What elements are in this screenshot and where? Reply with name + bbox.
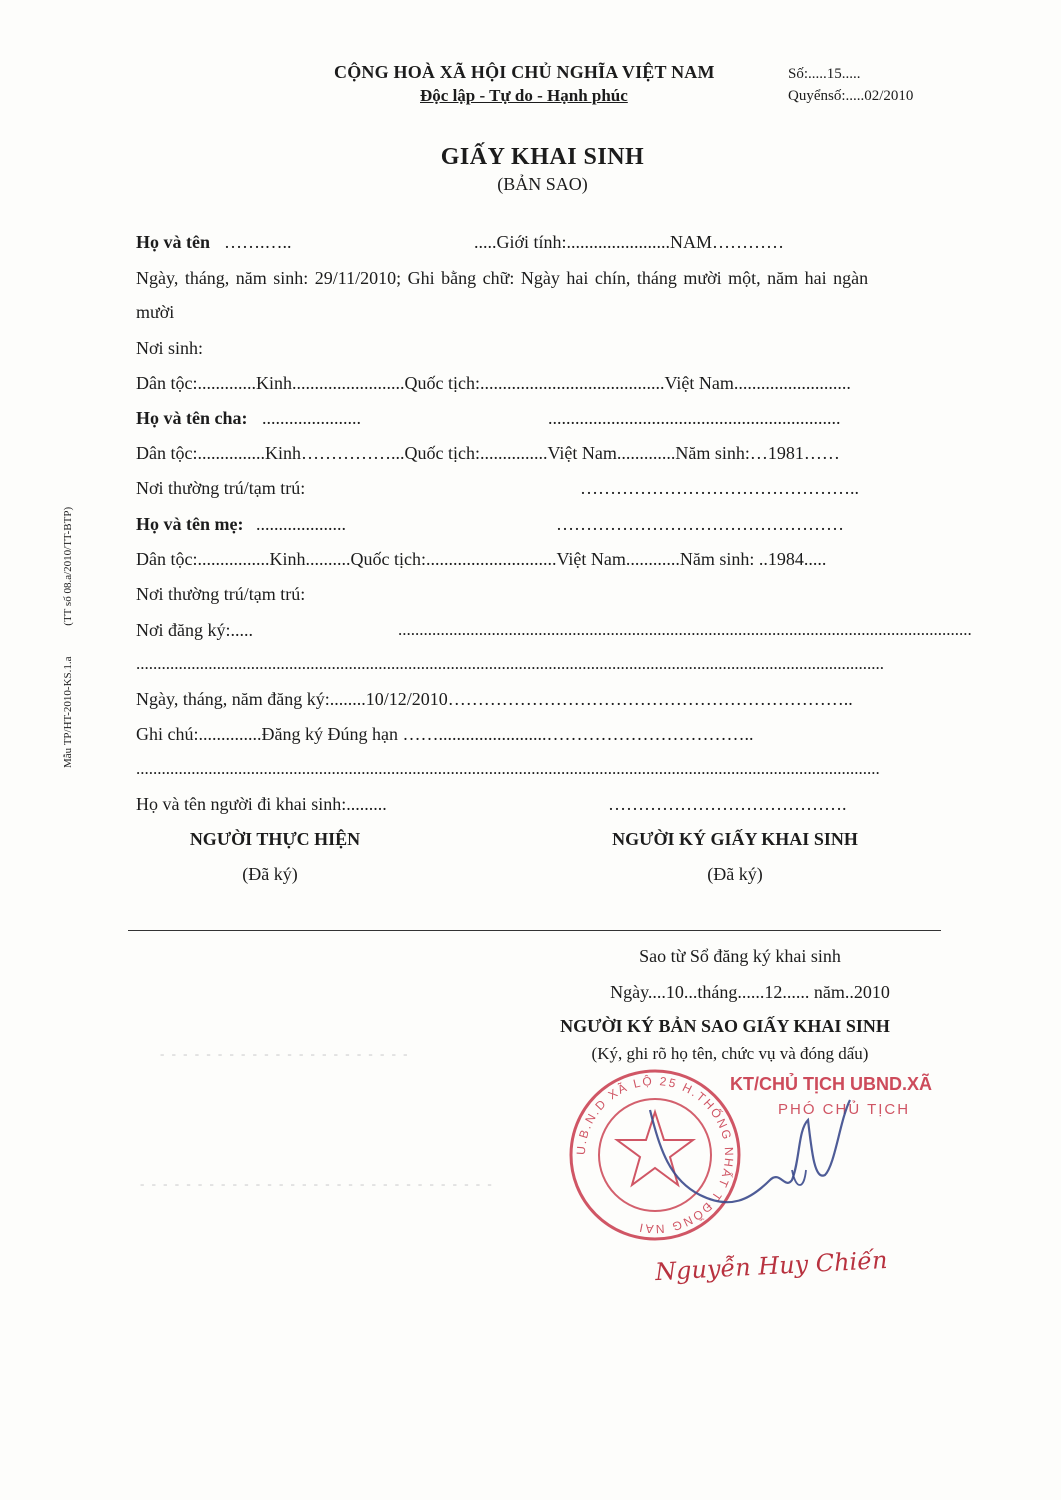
seal-ring-text: U.B.N.D XÃ LỘ 25 H.THỐNG NHẤT T.ĐỒNG NAI bbox=[573, 1073, 737, 1237]
mother-ethnicity-nationality: Dân tộc:................Kinh..........Quốc tịch:.............................Việt Nam............Năm sinh: ..1984..... bbox=[136, 549, 827, 569]
child-ethnicity-nationality: Dân tộc:.............Kinh.........................Quốc tịch:.........................................Việt Nam.......................... bbox=[136, 373, 851, 393]
executor-title: NGƯỜI THỰC HIỆN bbox=[189, 829, 361, 849]
mother-name-dots: .................... bbox=[256, 514, 346, 534]
bleed-through-2: - - - - - - - - - - - - - - - - - - - - - - - - - - - - - - - bbox=[140, 1176, 494, 1191]
birth-date-field: Ngày, tháng, năm sinh: 29/11/2010; Ghi bằng chữ: Ngày hai chín, tháng mười một, năm hai ngàn bbox=[136, 268, 869, 288]
notes-dots-2: ............................................................................................................................................................................... bbox=[136, 759, 880, 778]
round-seal bbox=[571, 1071, 739, 1239]
executor-signed-note: (Đã ký) bbox=[242, 864, 298, 884]
full-name-dots: …….….. bbox=[224, 232, 292, 252]
father-ethnicity-nationality: Dân tộc:...............Kinh……………...Quốc tịch:...............Việt Nam.............Năm sinh:…1981…… bbox=[136, 443, 840, 463]
copy-source: Sao từ Sổ đăng ký khai sinh bbox=[639, 946, 841, 966]
registration-place-label: Nơi đăng ký:..... bbox=[136, 620, 254, 640]
notes-field: Ghi chú:..............Đăng ký Đúng hạn ……........................…………………………….. bbox=[136, 724, 754, 744]
stamp-subtitle: PHÓ CHỦ TỊCH bbox=[778, 1101, 911, 1118]
declarant-name-label: Họ và tên người đi khai sinh:......... bbox=[136, 794, 387, 814]
stamp-title: KT/CHỦ TỊCH UBND.XÃ bbox=[730, 1074, 932, 1094]
mother-name-label: Họ và tên mẹ: bbox=[136, 514, 244, 534]
gender-field: .....Giới tính:.......................NAM………… bbox=[474, 232, 785, 252]
birth-place-field: Nơi sinh: bbox=[136, 338, 204, 358]
registration-date-field: Ngày, tháng, năm đăng ký:........10/12/2010………………………………………………………….. bbox=[136, 689, 853, 709]
registration-place-dots: ....................................................................................................................................... bbox=[398, 620, 972, 639]
signer-title: NGƯỜI KÝ GIẤY KHAI SINH bbox=[612, 829, 858, 849]
form-code: Mẫu TP/HT-2010-KS.1.a bbox=[62, 656, 74, 768]
document-title: GIẤY KHAI SINH bbox=[440, 144, 645, 170]
full-name-label: Họ và tên bbox=[136, 232, 210, 252]
register-number: Số:.....15..... bbox=[788, 66, 861, 82]
copy-signer-note: (Ký, ghi rõ họ tên, chức vụ và đóng dấu) bbox=[591, 1044, 869, 1063]
copy-date: Ngày....10...tháng......12...... năm..2010 bbox=[610, 982, 890, 1002]
father-name-dots: ...................... bbox=[262, 408, 361, 428]
circular-ref: (TT số 08.a/2010/TT-BTP) bbox=[62, 506, 74, 626]
mother-name-dots-2: ………………………………………… bbox=[556, 514, 844, 534]
book-number: Quyểnsố:.....02/2010 bbox=[788, 88, 914, 104]
country-name: CỘNG HOÀ XÃ HỘI CHỦ NGHĨA VIỆT NAM bbox=[334, 62, 715, 82]
birth-date-continued: mười bbox=[136, 302, 175, 322]
declarant-name-dots: …………………………………. bbox=[608, 794, 847, 814]
document-subtitle: (BẢN SAO) bbox=[497, 174, 588, 194]
motto: Độc lập - Tự do - Hạnh phúc bbox=[420, 86, 628, 105]
official-seal-stamp bbox=[560, 1060, 960, 1250]
father-residence-label: Nơi thường trú/tạm trú: bbox=[136, 478, 306, 498]
side-form-note bbox=[62, 479, 74, 768]
copy-signer-title: NGƯỜI KÝ BẢN SAO GIẤY KHAI SINH bbox=[560, 1016, 890, 1036]
signer-signed-note: (Đã ký) bbox=[707, 864, 763, 884]
bleed-through-1: - - - - - - - - - - - - - - - - - - - - - - bbox=[160, 1046, 410, 1061]
father-name-dots-2: ................................................................. bbox=[548, 408, 841, 428]
father-residence-dots: ……………………………………….. bbox=[580, 478, 859, 498]
signer-handwritten-name: Nguyễn Huy Chiến bbox=[654, 1245, 889, 1287]
seal-emblem-star bbox=[617, 1112, 693, 1185]
mother-residence-label: Nơi thường trú/tạm trú: bbox=[136, 584, 306, 604]
father-name-label: Họ và tên cha: bbox=[136, 408, 248, 428]
divider-line bbox=[128, 930, 941, 931]
registration-place-dots-2: ................................................................................................................................................................................ bbox=[136, 654, 884, 673]
